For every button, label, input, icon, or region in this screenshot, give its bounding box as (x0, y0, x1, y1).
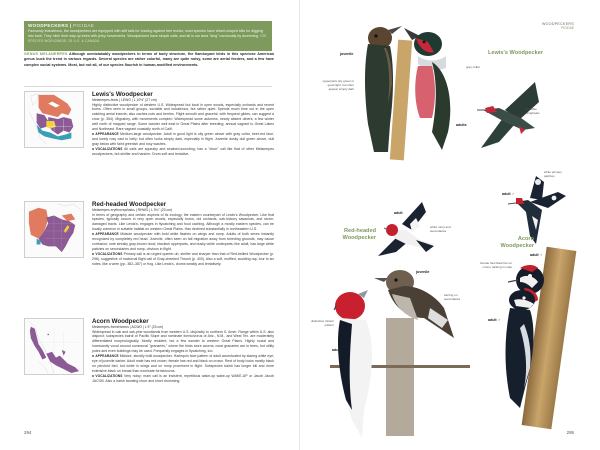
family-scientific-name: PICIDAE (73, 23, 95, 28)
alpha-code: RHWO (137, 208, 149, 212)
woodpecker-illustration (398, 22, 466, 152)
note-wingbeats: crowlike wingbeats (526, 107, 540, 115)
plate-title-acorn: Acorn Woodpecker (500, 236, 534, 249)
species-body (92, 318, 274, 383)
vocalizations-section (92, 147, 274, 157)
genus-text: Although unmistakably woodpeckers in terms of body structure, the flamboyant birds in this speciose American genus buck the trend in various regards. Several species are rather colorful, many are quite noisy, some are aerial feeders, and a few have complex social systems. Most, but not all, of our species flourish in human-modified environments. (24, 52, 275, 67)
alpha-code: ACWO (131, 325, 143, 329)
running-head-scientific: PICIDAE (561, 26, 574, 30)
right-page (300, 0, 600, 450)
species-meta: Melanerpes erythrocephalus | RHWO | L 9¼" (23 cm) (92, 208, 173, 212)
running-head (542, 22, 574, 30)
body-length: L 9¼" (23 cm) (151, 208, 173, 212)
separator: | (68, 23, 74, 28)
species-name: Lewis's Woodpecker (92, 91, 153, 98)
label-lewis-adults: adults (456, 123, 467, 127)
appearance-label: APPEARANCE (95, 131, 119, 136)
appearance-label: APPEARANCE (95, 354, 119, 359)
label-rh-adult-flying: adult (394, 211, 403, 215)
species-name: Red-headed Woodpecker (92, 201, 167, 208)
species-description: Widespread in oak and oak-pine woodlands from western U.S. disjunctly to northern S. Amer. Range within U.S. also disjunct; subspecies bairdi of Pacific Slope and nominate formicivorus of Ariz., N.M., and West Tex. are moderately differentiated morphologically. Mostly resident, but a few wander to western Great Plains. Highly social and incessantly vocal around communal "granaries," where the birds store acorns; most granaries are in trees, but utility poles and even buildings may be used. Frequently engages in flycatching, too. (92, 329, 274, 354)
genus-intro (24, 52, 274, 68)
species-body (92, 201, 274, 266)
species-name: Acorn Woodpecker (92, 318, 149, 325)
species-meta: Melanerpes formicivorus | ACWO | L 9" (23 cm) (92, 325, 164, 329)
vocalizations-label: VOCALIZATIONS (95, 251, 123, 256)
range-map-acorn (24, 318, 84, 375)
vocalizations-section (92, 252, 274, 267)
note-primary-patches: white primary patches (544, 170, 562, 178)
vocalizations-label: VOCALIZATIONS (95, 146, 123, 151)
label-acorn-male-flying: adult ♂ (502, 192, 515, 196)
species-meta: Melanerpes lewis | LEWO | L 10½" (27 cm) (92, 98, 157, 102)
label-rh-adult-perched: adult (332, 348, 341, 352)
label-acorn-female: adult ♀ (530, 253, 543, 257)
genus-label: GENUS MELANERPES (24, 52, 68, 56)
vocalizations-label: VOCALIZATIONS (95, 373, 123, 378)
note-white-patches: white rump and secondaries (430, 225, 451, 233)
note-barring: barring on secondaries (444, 293, 461, 301)
species-body (92, 91, 274, 156)
divider (24, 86, 272, 87)
range-map-lewis (24, 91, 84, 148)
lewis-adult-perched-illustration (398, 22, 466, 152)
appearance-text: Midsize woodpecker with bold white flashes on wings and rump. Adults of both sexes instantly recognized by completely red head. Juvenile, often seen on fall migration away from breeding grounds, may cause confusion; note streaky gray-brown hood, blackish upperparts, and dusky white underparts; like adult, has large white patches on secondaries and rump, obvious in flight. (92, 232, 274, 251)
species-count: 235 SPECIES WORLDWIDE; 25 U.S. & CANADA (28, 34, 267, 44)
family-intro-text: Famously industrious, the woodpeckers are equipped with stiff tails for bracing against tree trunks; most species have chisel-shaped bills for digging into bark. They hitch their way up trees with jerky movements. Woodpeckers have simple calls, and all in our area "sing" nonvocally by drumming. (28, 29, 263, 39)
plate-title-lewis: Lewis's Woodpecker (488, 50, 544, 56)
family-name: WOODPECKERS (28, 23, 69, 28)
range-map-red-headed (24, 201, 84, 258)
body-length: L 9" (23 cm) (144, 325, 164, 329)
vocalizations-text: Primary call is an urgent queeer-uh, shriller and sharper than that of Red-bellied Woodpecker (p. 296), suggestive of nocturnal flight call of Gray-cheeked Thrush (p. 400). Also a soft, muffled, scolding rap, four to six notes, like a wren (pp. 382–387) or frog. Like Lewis's, drums weakly and tentatively. (92, 251, 274, 266)
woodpecker-illustration (475, 82, 545, 150)
label-acorn-male-perched: adult ♂ (488, 318, 501, 322)
appearance-text: Medium-large woodpecker. Adult in good light is oily green above with gray collar, beet-red face, and lovely rosy cast to belly; but often looks simply dark, especially in flight. Juvenile dusky dull green above, dull gray below with faint greenish and rosy washes. (92, 131, 274, 146)
scientific-name: Melanerpes formicivorus (92, 325, 129, 329)
red-headed-adult-perched-illustration (332, 290, 388, 440)
woodpecker-illustration (376, 202, 436, 257)
note-upperparts: upperparts oily green in good light, but often appear simply dark (322, 79, 354, 91)
label-rh-juvenile: juvenile (416, 270, 430, 274)
species-description: In terms of geography and certain aspects of its ecology, the eastern counterpart of Lewis's Woodpecker. Like that species, typically occurs in very open woods, especially burns, old orchards, oak-hickory savannas, and storm-damaged tracts. Like Lewis's, engages in flycatching and food caching. Although a mostly eastern species, can be locally common in suitable habitat on western Great Plains. Has declined substantially in northeastern U.S. (92, 212, 274, 232)
alpha-code: LEWO (120, 98, 131, 102)
red-headed-flying-illustration (376, 202, 436, 257)
family-header-band (24, 21, 272, 51)
vocalizations-text: Very noisy; main call is an insistent, repetitious wake-up wake-up WAKE-UP or Jacob Jacob JACOB. Also a harsh taunting churr and short drumming. (92, 373, 274, 383)
label-lewis-juvenile: juvenile (340, 52, 354, 56)
note-gray-collar: gray collar (466, 65, 480, 69)
vocalizations-text: All calls are squeaky and strained-sounding; has a "churr" call like that of other Melanerpes woodpeckers, but shriller and harsher. Drum soft and tentative. (92, 146, 275, 156)
lewis-adult-flying-illustration (475, 82, 545, 150)
vocalizations-section (92, 374, 274, 384)
fence-post-illustration (386, 318, 414, 436)
note-female-crown: female has black bar on crown, lacking in male (480, 261, 512, 269)
body-length: L 10½" (27 cm) (133, 98, 157, 102)
acorn-male-perched-illustration (500, 288, 548, 408)
appearance-section (92, 354, 274, 374)
range-map-graphic (25, 202, 83, 257)
scientific-name: Melanerpes erythrocephalus (92, 208, 135, 212)
page-number: 295 (566, 430, 574, 435)
page-number: 294 (24, 430, 32, 435)
plate-title-red-headed: Red-headed Woodpecker (342, 228, 376, 241)
woodpecker-illustration (332, 290, 388, 440)
appearance-section (92, 132, 274, 147)
scientific-name: Melanerpes lewis (92, 98, 119, 102)
appearance-text: Midsize, sturdily built woodpecker. Harlequin face pattern of adult accentuated by staring white eye; eye of juvenile darker. Adult male has red crown; female has red and black on crown. Rest of body looks mostly black on perched bird, but white in wings and on rump prominent in flight. Subspecies bairdi has longer bill and more extensive black on breast than nominate formicivorus. (92, 354, 274, 373)
family-intro (28, 29, 268, 45)
species-description: Highly distinctive woodpecker of western U.S. Widespread but local in open woods, especially orchards and recent burns. Often seen in small groups, sociable and industrious, but rather quiet. Spends much time out in the open catching aerial insects; also caches nuts and berries. Flight smooth and graceful, with frequent glides; can suggest a crow (p. 354). Migratory, with movements complex: Widespread some autumns, nearly absent others; a few winter well north of mapped range. Some wander well east in Great Plains after breeding; annual vagrant to Great Lakes and Northeast. Rare vagrant coastally north of Calif. (92, 102, 274, 132)
appearance-label: APPEARANCE (95, 232, 119, 237)
running-head-family: WOODPECKERS (541, 22, 574, 26)
appearance-section (92, 232, 274, 252)
range-map-graphic (25, 319, 83, 374)
range-map-graphic (25, 92, 83, 147)
woodpecker-illustration (500, 288, 548, 408)
note-tricolor: distinctive tricolor pattern (310, 319, 334, 327)
